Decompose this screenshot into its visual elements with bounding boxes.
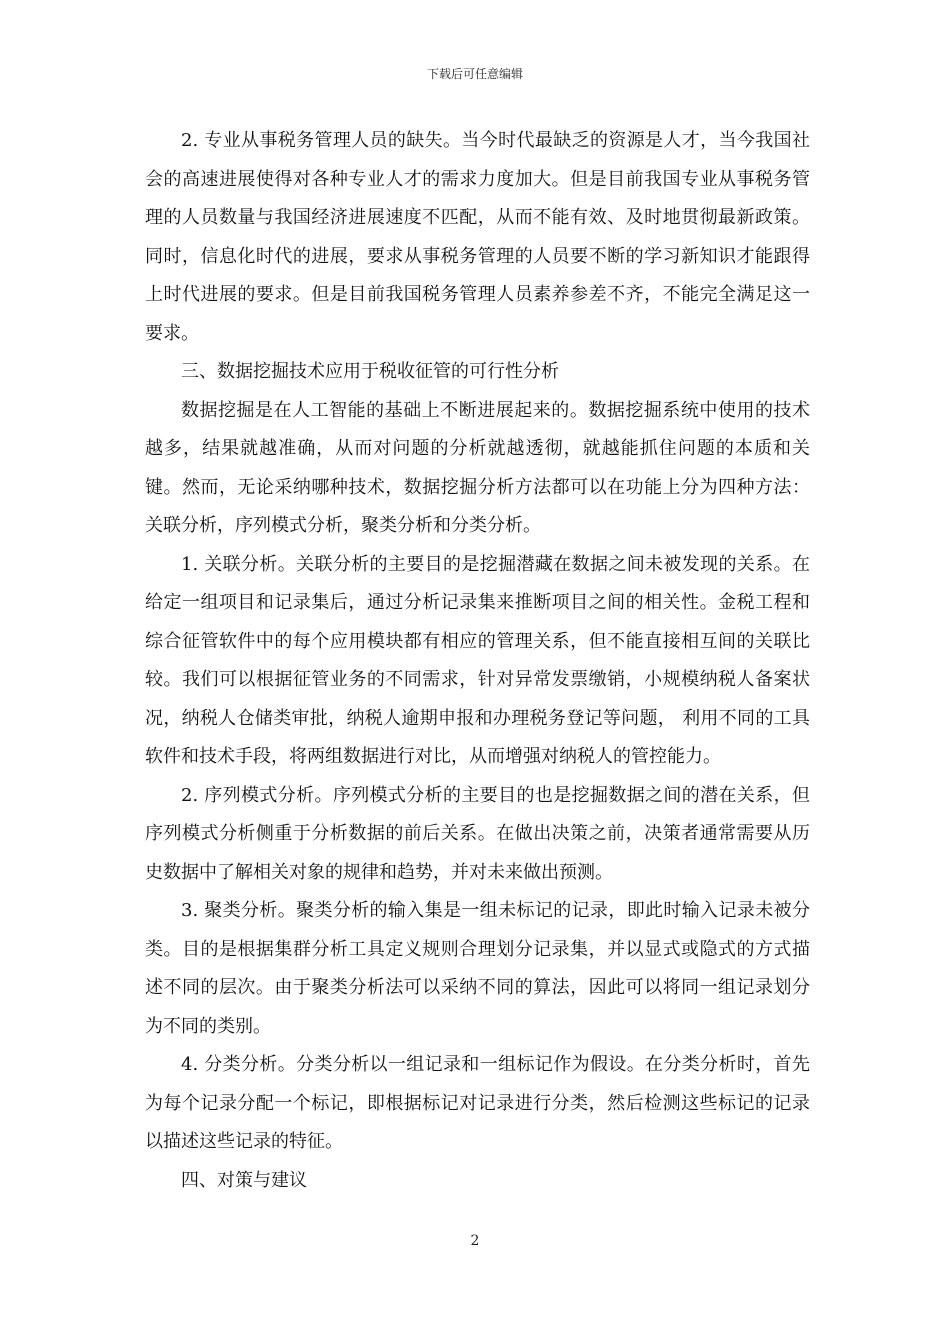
paragraph-staff-shortage: 2. 专业从事税务管理人员的缺失。当今时代最缺乏的资源是人才，当今我国社会的高速进展使得对各种专业人才的需求力度加大。但是目前我国专业从事税务管理的人员数量与我国经济进展速度不匹配，从而不能有效、及时地贯彻最新政策。同时，信息化时代的进展，要求从事税务管理的人员要不断的学习新知识才能跟得上时代进展的要求。但是目前我国税务管理人员素养参差不齐，不能完全满足这一要求。	[145, 130, 810, 344]
section-heading-feasibility: 三、数据挖掘技术应用于税收征管的可行性分析	[181, 361, 559, 382]
paragraph-association-analysis: 1. 关联分析。关联分析的主要目的是挖掘潜藏在数据之间未被发现的关系。在给定一组项目和记录集后，通过分析记录集来推断项目之间的相关性。金税工程和综合征管软件中的每个应用模块都有相应的管理关系，但不能直接相互间的关联比较。我们可以根据征管业务的不同需求，针对异常发票缴销，小规模纳税人备案状况，纳税人仓储类审批，纳税人逾期申报和办理税务登记等问题， 利用不同的工具软件和技术手段，将两组数据进行对比，从而增强对纳税人的管控能力。	[145, 553, 810, 767]
document-body	[145, 122, 810, 1200]
paragraph-sequence-analysis: 2. 序列模式分析。序列模式分析的主要目的也是挖掘数据之间的潜在关系，但序列模式分析侧重于分析数据的前后关系。在做出决策之前，决策者通常需要从历史数据中了解相关对象的规律和趋势，并对未来做出预测。	[145, 784, 810, 883]
page-number: 2	[470, 1233, 480, 1249]
page-header: 下载后可任意编辑	[426, 67, 523, 81]
paragraph-cluster-analysis: 3. 聚类分析。聚类分析的输入集是一组未标记的记录，即此时输入记录未被分类。目的是根据集群分析工具定义规则合理划分记录集，并以显式或隐式的方式描述不同的层次。由于聚类分析法可以采纳不同的算法，因此可以将同一组记录划分为不同的类别。	[145, 900, 810, 1037]
section-heading-recommendations: 四、对策与建议	[181, 1169, 307, 1191]
paragraph-data-mining-intro: 数据挖掘是在人工智能的基础上不断进展起来的。数据挖掘系统中使用的技术越多，结果就越准确，从而对问题的分析就越透彻，就越能抓住问题的本质和关键。然而，无论采纳哪种技术，数据挖掘分析方法都可以在功能上分为四种方法：关联分析，序列模式分析，聚类分析和分类分析。	[145, 399, 810, 536]
paragraph-classification-analysis: 4. 分类分析。分类分析以一组记录和一组标记作为假设。在分类分析时，首先为每个记录分配一个标记，即根据标记对记录进行分类，然后检测这些标记的记录以描述这些记录的特征。	[145, 1054, 810, 1152]
